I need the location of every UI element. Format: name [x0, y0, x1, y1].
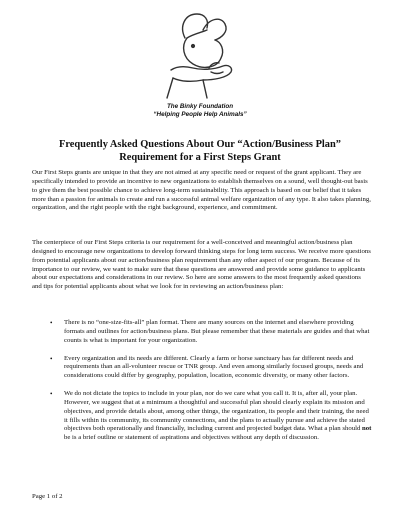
list-item [32, 390, 372, 443]
title-line-1: Frequently Asked Questions About Our “Action/Business Plan” [59, 139, 341, 150]
rabbit-in-hand-logo [163, 8, 239, 100]
faq-bullet-list [32, 319, 372, 452]
document-title [20, 138, 380, 164]
intro-paragraph: Our First Steps grants are unique in that they are not aimed at any specific need or request of the grant applicant. They are specifically intended to provide an incentive to new organizations to establish themselves on a sound, well thought-out basis to give them the best possible chance to achieve long-term sustainability. This approach is based on our belief that it takes more than a passion for animals to create and run a successful animal welfare organization of any type. It also takes planning, organization, and the right people with the right background, experience, and commitment. [32, 169, 371, 212]
list-item [32, 319, 372, 346]
bullet-text-before: We do not dictate the topics to include in your plan, nor do we care what you call it. It is, after all, your plan. However, we suggest that at a minimum a thoughtful and successful plan should clearly explain its mission and objectives, and provide details about, among other things, the organization, its people and their training, the need it fills within its community, its community connections, and the plans to actually pursue and achieve the stated objectives both operationally and financially, including current and projected budget data. What a plan should [64, 390, 369, 433]
bullet-icon: • [50, 390, 53, 399]
foundation-name: The Binky Foundation [166, 103, 234, 110]
bullet-icon: • [50, 319, 53, 327]
list-item [32, 355, 372, 382]
bullet-icon: • [50, 354, 53, 363]
foundation-tagline: “Helping People Help Animals” [153, 111, 247, 118]
bullet-text-after: be is a brief outline or statement of aspirations and objectives without any depth of discussion. [64, 434, 319, 442]
criteria-paragraph: The centerpiece of our First Steps criteria is our requirement for a well-conceived and meaningful action/business plan designed to encourage new organizations to develop forward thinking steps for long term success. We receive more questions from potential applicants about our action/business plan requirement than any other aspect of our program. Because of its importance to our review, we want to make sure that these questions are answered and provide some guidance to applicants about our expectations and considerations in our review. So here are some answers to the most frequently asked questions and tips for potential applicants about what we look for in reviewing an action/business plan: [32, 239, 371, 291]
title-line-2: Requirement for a First Steps Grant [119, 152, 281, 163]
bullet-text-emphasis: not [362, 425, 372, 433]
page-number: Page 1 of 2 [32, 493, 63, 500]
bullet-text: Every organization and its needs are different. Clearly a farm or horse sanctuary has far different needs and requirements than an all-volunteer rescue or TNR group. And even among similarly focused groups, needs and considerations could differ by geography, population, location, economic diversity, or many other factors. [64, 354, 364, 380]
bullet-text: There is no “one-size-fits-all” plan format. There are many sources on the internet and elsewhere providing formats and outlines for action/business plans. But please remember that these materials are guides and that what counts is what is important for your organization. [64, 319, 370, 344]
bullet-text [64, 390, 371, 441]
